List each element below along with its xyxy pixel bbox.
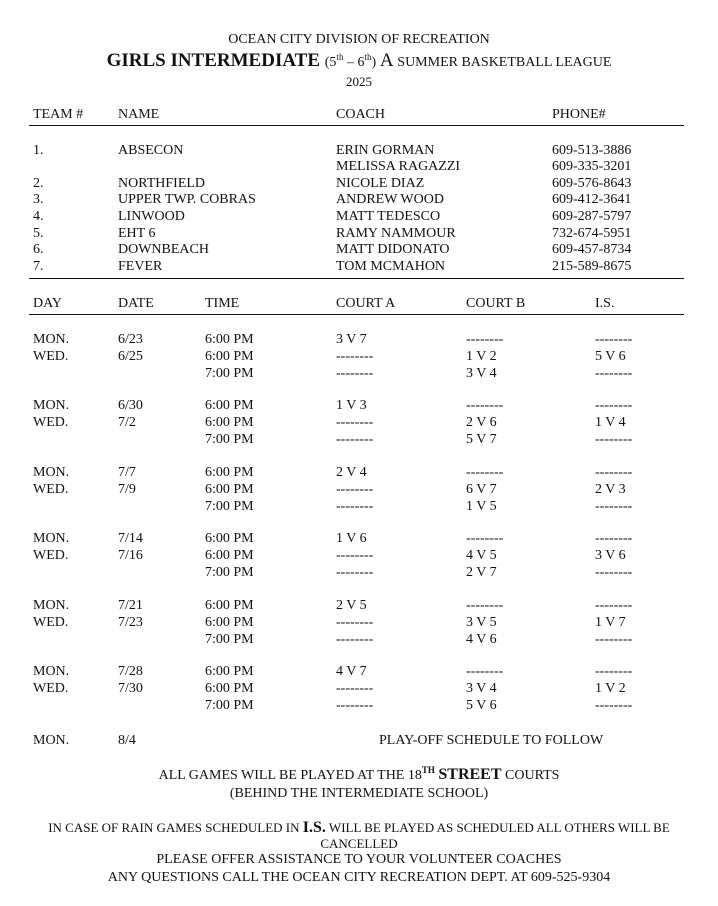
league-name: SUMMER BASKETBALL LEAGUE [397,55,612,70]
is-court-game: 3 V 6 [595,548,626,563]
game-day: MON. [33,398,70,413]
col-day-header: DAY [33,296,63,311]
col-team-header: TEAM # [33,107,84,122]
game-date: 7/7 [118,465,136,480]
team-number: 1. [33,143,44,158]
court-b-game: -------- [466,398,504,413]
game-date: 7/9 [118,482,136,497]
team-number: 5. [33,226,44,241]
court-b-game: 3 V 4 [466,366,497,381]
team-name: NORTHFIELD [118,176,206,191]
game-time: 6:00 PM [205,349,254,364]
team-phone: 732-674-5951 [552,226,632,241]
game-time: 7:00 PM [205,565,254,580]
court-b-game: -------- [466,664,504,679]
team-phone: 609-576-8643 [552,176,632,191]
assist-note: PLEASE OFFER ASSISTANCE TO YOUR VOLUNTEER COACHES [156,852,562,867]
game-time: 6:00 PM [205,681,254,696]
game-day: MON. [33,664,70,679]
court-b-game: 2 V 6 [466,415,497,430]
team-coach: ANDREW WOOD [336,192,444,207]
court-b-game: 1 V 5 [466,499,497,514]
is-court-game: -------- [595,398,633,413]
game-time: 6:00 PM [205,548,254,563]
game-time: 6:00 PM [205,531,254,546]
questions-note: ANY QUESTIONS CALL THE OCEAN CITY RECREATION DEPT. AT 609-525-9304 [107,870,611,885]
team-number: 4. [33,209,44,224]
game-time: 6:00 PM [205,664,254,679]
game-date: 7/23 [118,615,143,630]
team-name: LINWOOD [118,209,185,224]
game-day: MON. [33,465,70,480]
game-time: 6:00 PM [205,598,254,613]
game-time: 6:00 PM [205,465,254,480]
court-a-game: 1 V 3 [336,398,367,413]
team-coach: MATT TEDESCO [336,209,441,224]
court-b-game: 1 V 2 [466,349,497,364]
court-b-game: 4 V 6 [466,632,497,647]
game-time: 6:00 PM [205,398,254,413]
team-name: UPPER TWP. COBRAS [118,192,256,207]
court-a-game: -------- [336,366,374,381]
courts-note: ALL GAMES WILL BE PLAYED AT THE 18TH STREET COURTS [158,765,560,783]
is-court-game: -------- [595,598,633,613]
court-a-game: -------- [336,499,374,514]
is-court-game: -------- [595,664,633,679]
team-phone: 609-412-3641 [552,192,632,207]
title-bold: GIRLS INTERMEDIATE [106,50,321,71]
team-phone: 609-335-3201 [552,159,632,174]
is-court-game: -------- [595,499,633,514]
team-coach: MELISSA RAGAZZI [336,159,461,174]
game-date: 7/28 [118,664,143,679]
court-b-game: -------- [466,531,504,546]
game-day: WED. [33,548,69,563]
team-number: 3. [33,192,44,207]
court-b-game: 5 V 6 [466,698,497,713]
court-b-game: -------- [466,598,504,613]
court-a-game: 2 V 4 [336,465,367,480]
court-b-game: 2 V 7 [466,565,497,580]
court-b-game: -------- [466,332,504,347]
game-day: MON. [33,531,70,546]
game-date: 7/21 [118,598,143,613]
team-phone: 609-513-3886 [552,143,632,158]
teams-header-rule [29,125,684,126]
team-phone: 609-457-8734 [552,242,632,257]
team-name: ABSECON [118,143,184,158]
game-time: 7:00 PM [205,698,254,713]
game-day: WED. [33,482,69,497]
court-a-game: 1 V 6 [336,531,367,546]
team-name: DOWNBEACH [118,242,209,257]
is-court-game: 1 V 2 [595,681,626,696]
rain-note-cont: CANCELLED [320,836,398,851]
is-court-game: 2 V 3 [595,482,626,497]
court-a-game: -------- [336,632,374,647]
col-court-b-header: COURT B [466,296,526,311]
org-name: OCEAN CITY DIVISION OF RECREATION [228,32,490,47]
game-time: 6:00 PM [205,615,254,630]
game-day: WED. [33,415,69,430]
court-a-game: -------- [336,681,374,696]
game-day: MON. [33,598,70,613]
team-coach: MATT DIDONATO [336,242,450,257]
is-court-game: -------- [595,432,633,447]
court-a-game: -------- [336,432,374,447]
col-time-header: TIME [205,296,240,311]
team-number: 6. [33,242,44,257]
is-court-game: -------- [595,565,633,580]
is-court-game: -------- [595,332,633,347]
col-name-header: NAME [118,107,160,122]
game-time: 7:00 PM [205,499,254,514]
game-day: WED. [33,615,69,630]
schedule-header-rule [29,314,684,315]
game-day: WED. [33,681,69,696]
team-name: EHT 6 [118,226,156,241]
playoff-day: MON. [33,733,70,748]
court-b-game: 3 V 4 [466,681,497,696]
game-date: 7/14 [118,531,143,546]
col-coach-header: COACH [336,107,386,122]
is-court-game: 5 V 6 [595,349,626,364]
court-a-game: -------- [336,565,374,580]
game-time: 7:00 PM [205,432,254,447]
col-is-header: I.S. [595,296,615,311]
division: A [379,50,393,71]
court-a-game: 2 V 5 [336,598,367,613]
is-court-game: -------- [595,632,633,647]
team-phone: 609-287-5797 [552,209,632,224]
teams-bottom-rule [29,278,684,279]
is-court-game: -------- [595,698,633,713]
team-name: FEVER [118,259,163,274]
game-date: 6/25 [118,349,143,364]
team-coach: RAMY NAMMOUR [336,226,456,241]
court-a-game: -------- [336,548,374,563]
court-b-game: 4 V 5 [466,548,497,563]
game-date: 7/2 [118,415,136,430]
game-day: WED. [33,349,69,364]
is-court-game: 1 V 4 [595,415,626,430]
playoff-note: PLAY-OFF SCHEDULE TO FOLLOW [379,733,604,748]
game-date: 6/23 [118,332,143,347]
court-b-game: 3 V 5 [466,615,497,630]
team-coach: NICOLE DIAZ [336,176,425,191]
court-a-game: -------- [336,415,374,430]
team-coach: TOM MCMAHON [336,259,446,274]
playoff-date: 8/4 [118,733,136,748]
game-time: 7:00 PM [205,366,254,381]
game-date: 7/16 [118,548,143,563]
game-time: 6:00 PM [205,482,254,497]
grades: (5th – 6th) [324,52,377,70]
court-b-game: 6 V 7 [466,482,497,497]
league-title [0,51,718,70]
rain-note: IN CASE OF RAIN GAMES SCHEDULED IN I.S. WILL BE PLAYED AS SCHEDULED ALL OTHERS WILL BE [48,819,670,836]
col-court-a-header: COURT A [336,296,396,311]
is-court-game: -------- [595,366,633,381]
is-court-game: -------- [595,531,633,546]
court-a-game: -------- [336,349,374,364]
game-date: 6/30 [118,398,143,413]
team-phone: 215-589-8675 [552,259,632,274]
game-date: 7/30 [118,681,143,696]
court-a-game: 4 V 7 [336,664,367,679]
location-note: (BEHIND THE INTERMEDIATE SCHOOL) [229,786,489,801]
court-b-game: -------- [466,465,504,480]
col-phone-header: PHONE# [552,107,606,122]
team-coach: ERIN GORMAN [336,143,435,158]
year: 2025 [346,74,372,89]
is-court-game: -------- [595,465,633,480]
team-number: 7. [33,259,44,274]
game-time: 7:00 PM [205,632,254,647]
game-time: 6:00 PM [205,332,254,347]
court-a-game: -------- [336,482,374,497]
court-a-game: -------- [336,615,374,630]
game-time: 6:00 PM [205,415,254,430]
game-day: MON. [33,332,70,347]
col-date-header: DATE [118,296,154,311]
court-a-game: -------- [336,698,374,713]
court-a-game: 3 V 7 [336,332,367,347]
court-b-game: 5 V 7 [466,432,497,447]
is-court-game: 1 V 7 [595,615,626,630]
team-number: 2. [33,176,44,191]
